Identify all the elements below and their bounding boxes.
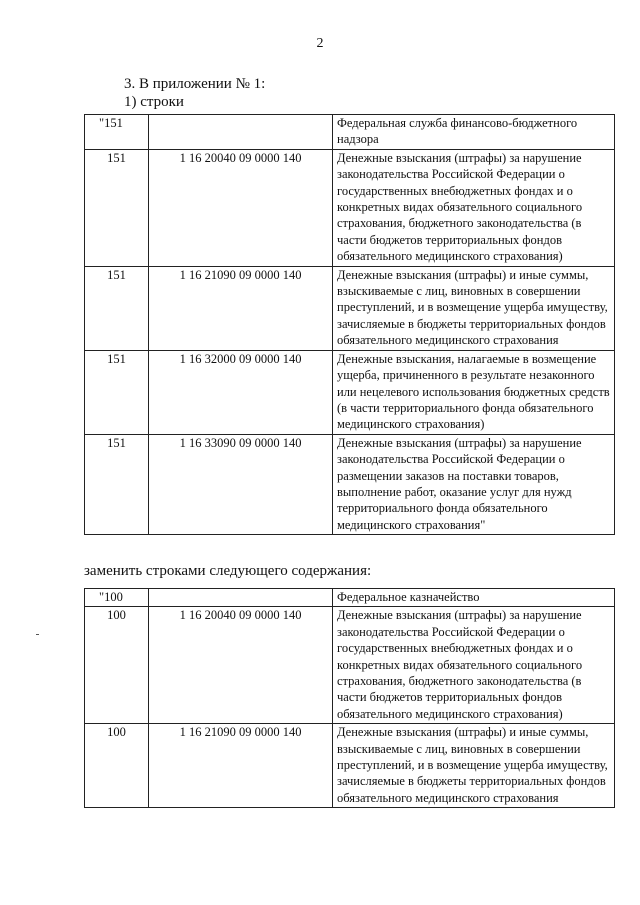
table-row — [85, 266, 615, 350]
table-row — [85, 149, 615, 266]
table-row — [85, 589, 615, 607]
revenue-name-cell: Денежные взыскания (штрафы) и иные суммы, взыскиваемые с лиц, виновных в совершении преступлений, и в возмещение ущерба имуществу, зачисляемые в бюджеты территориальных фондов обязательного медицинского страхования — [333, 266, 615, 350]
kbk-code-cell: 1 16 20040 09 0000 140 — [149, 607, 333, 724]
kbk-code-cell: 1 16 21090 09 0000 140 — [149, 266, 333, 350]
admin-code-cell: 100 — [85, 724, 149, 808]
admin-code-cell: "100 — [85, 589, 149, 607]
page-number: 2 — [316, 36, 324, 51]
subsection-heading: 1) строки — [124, 94, 184, 110]
revenue-name-cell: Денежные взыскания (штрафы) и иные суммы, взыскиваемые с лиц, виновных в совершении преступлений, и в возмещение ущерба имуществу, зачисляемые в бюджеты территориальных фондов обязательного медицинского страхования — [333, 724, 615, 808]
revenue-name-cell: Денежные взыскания (штрафы) за нарушение законодательства Российской Федерации о размещении заказов на поставки товаров, выполнение работ, оказание услуг для нужд территориального фонда обязательного медицинского страхования" — [333, 434, 615, 534]
kbk-code-cell: 1 16 20040 09 0000 140 — [149, 149, 333, 266]
table-row — [85, 607, 615, 724]
revenue-name-cell: Федеральная служба финансово-бюджетного надзора — [333, 115, 615, 150]
table-row — [85, 115, 615, 150]
kbk-code-cell: 1 16 21090 09 0000 140 — [149, 724, 333, 808]
section-heading: 3. В приложении № 1: — [124, 76, 266, 92]
table-new-rows — [84, 588, 615, 808]
kbk-code-cell: 1 16 33090 09 0000 140 — [149, 434, 333, 534]
admin-code-cell: 151 — [85, 350, 149, 434]
revenue-name-cell: Денежные взыскания (штрафы) за нарушение законодательства Российской Федерации о государственных внебюджетных фондах и о конкретных видах обязательного социального страхования, бюджетного законодательства (в части бюджетов территориальных фондов обязательного медицинского страхования) — [333, 149, 615, 266]
table-row — [85, 724, 615, 808]
admin-code-cell: "151 — [85, 115, 149, 150]
replacement-instruction: заменить строками следующего содержания: — [84, 563, 372, 579]
kbk-code-cell — [149, 115, 333, 150]
table-row — [85, 350, 615, 434]
admin-code-cell: 100 — [85, 607, 149, 724]
revenue-name-cell: Денежные взыскания (штрафы) за нарушение законодательства Российской Федерации о государственных внебюджетных фондах и о конкретных видах обязательного социального страхования, бюджетного законодательства (в части бюджетов территориальных фондов обязательного медицинского страхования) — [333, 607, 615, 724]
admin-code-cell: 151 — [85, 266, 149, 350]
revenue-name-cell: Денежные взыскания, налагаемые в возмещение ущерба, причиненного в результате незаконного или нецелевого использования бюджетных средств (в части территориального фонда обязательного медицинского страхования) — [333, 350, 615, 434]
margin-mark — [36, 634, 39, 635]
table-old-rows — [84, 114, 615, 535]
kbk-code-cell — [149, 589, 333, 607]
kbk-code-cell: 1 16 32000 09 0000 140 — [149, 350, 333, 434]
admin-code-cell: 151 — [85, 149, 149, 266]
table-row — [85, 434, 615, 534]
admin-code-cell: 151 — [85, 434, 149, 534]
revenue-name-cell: Федеральное казначейство — [333, 589, 615, 607]
